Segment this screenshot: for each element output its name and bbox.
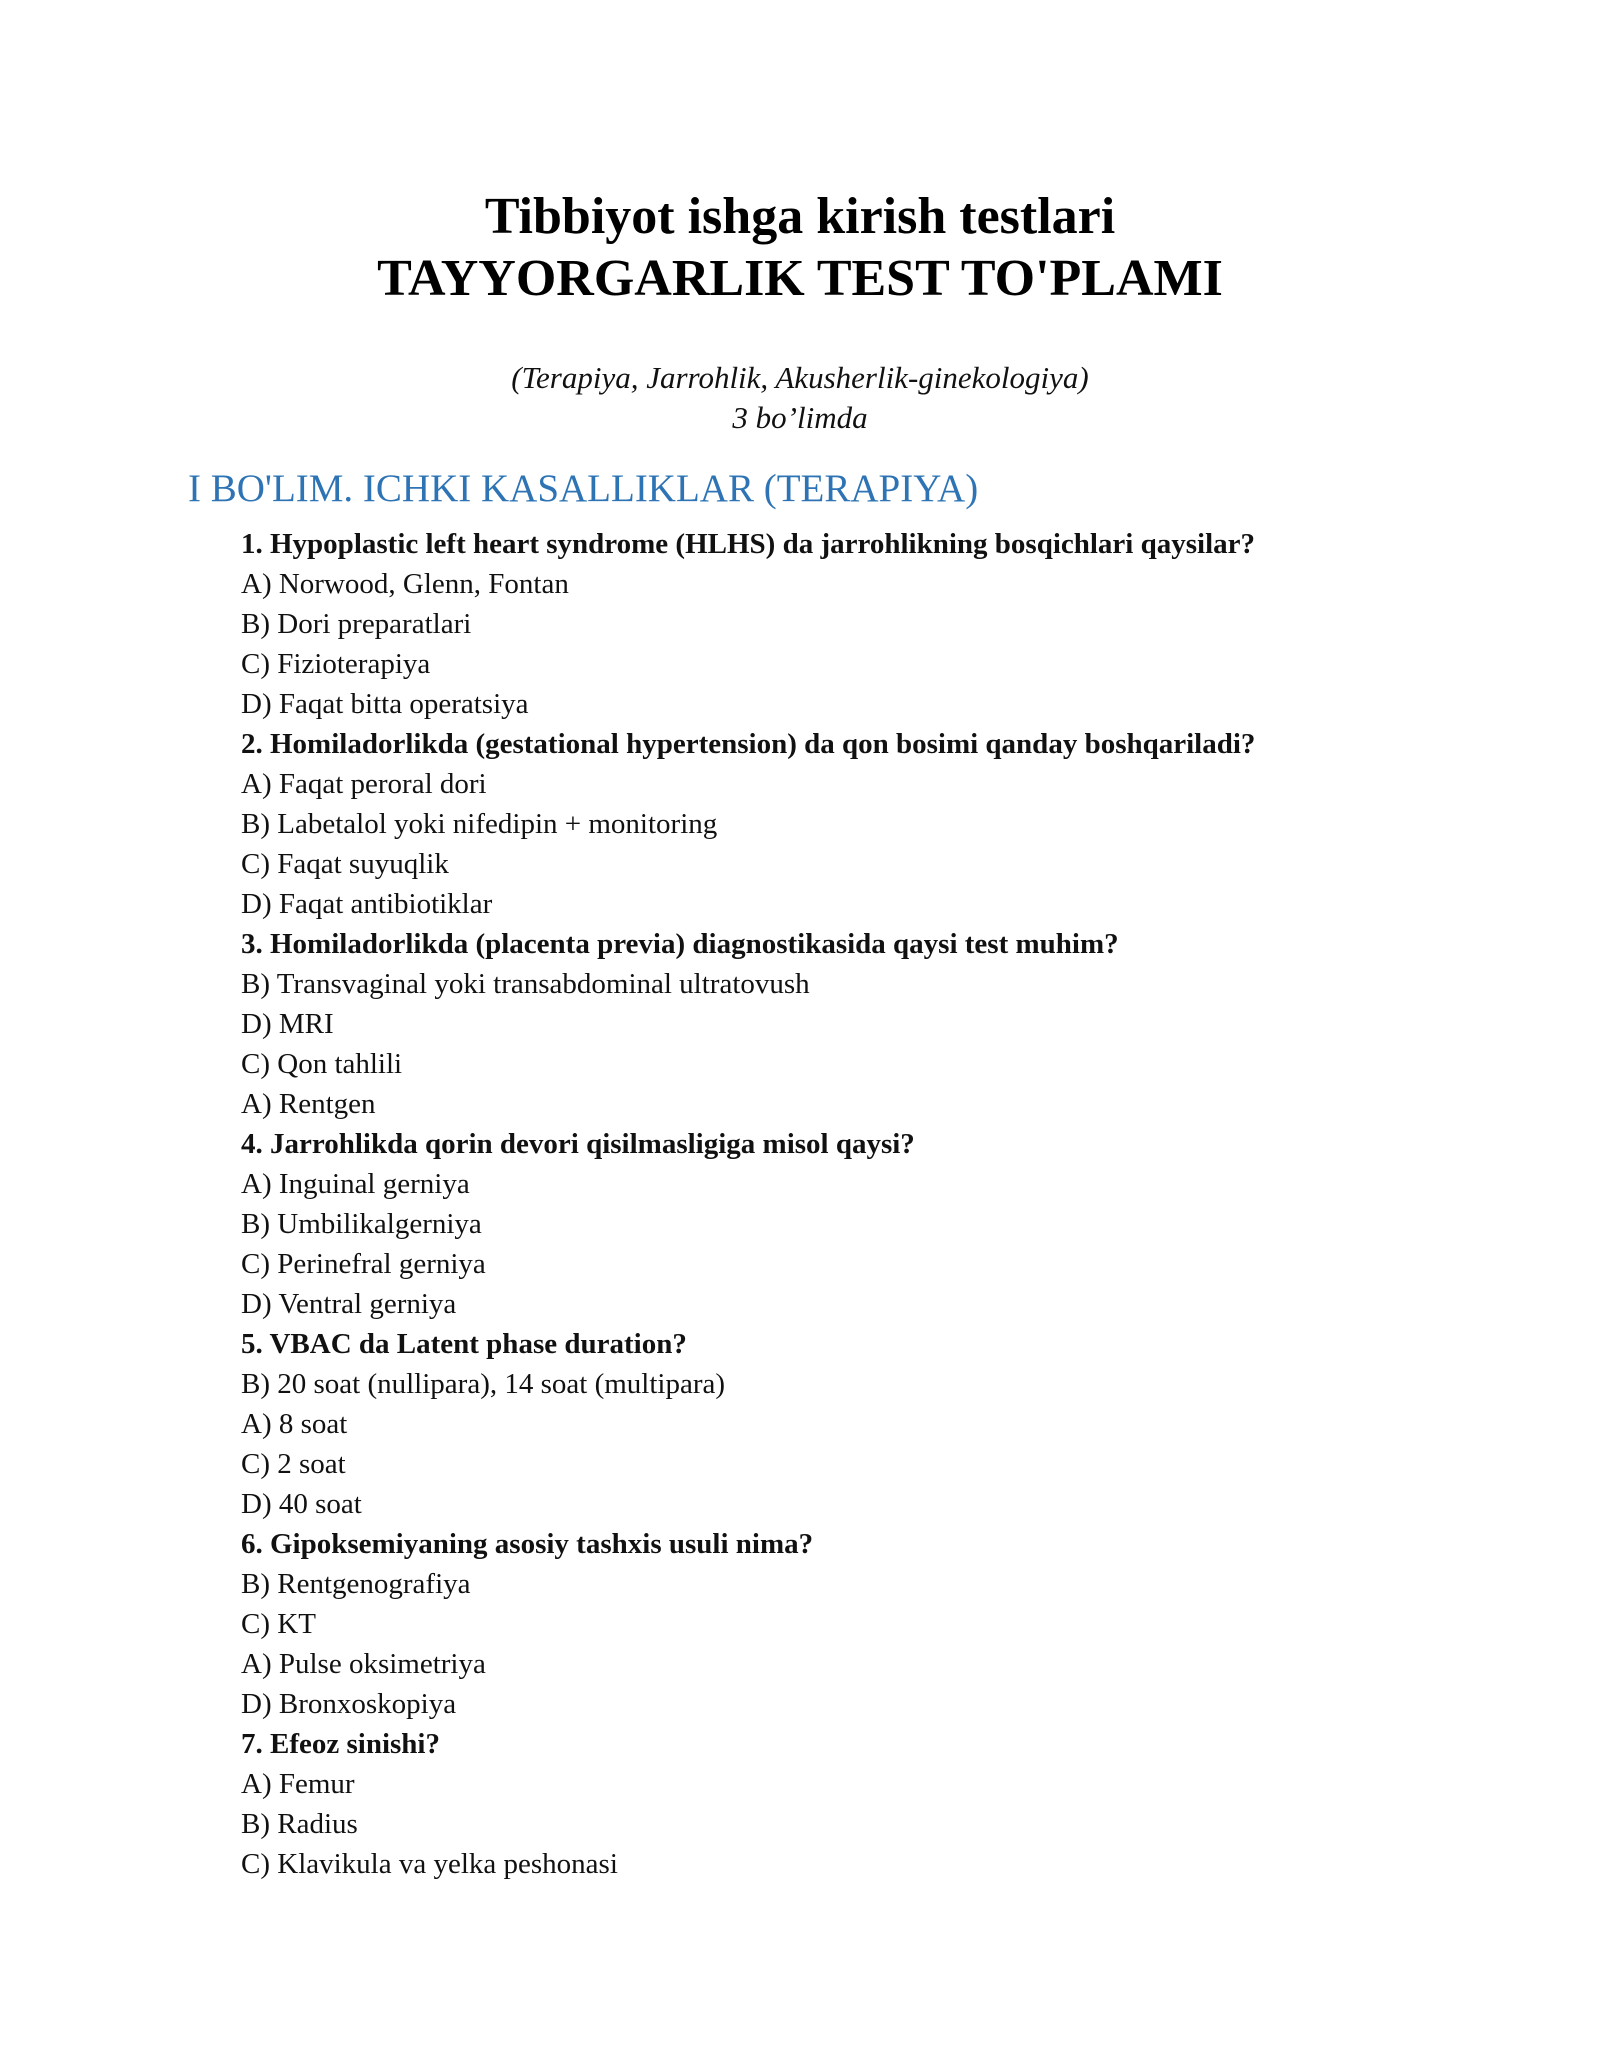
question-text: 5. VBAC da Latent phase duration? xyxy=(241,1328,687,1360)
answer-option: B) 20 soat (nullipara), 14 soat (multipara) xyxy=(241,1368,726,1400)
answer-option: A) Pulse oksimetriya xyxy=(241,1648,486,1680)
answer-option: D) Faqat antibiotiklar xyxy=(241,888,493,920)
answer-option: A) Rentgen xyxy=(241,1088,376,1120)
answer-option: C) Faqat suyuqlik xyxy=(241,848,449,880)
answer-option: B) Umbilikalgerniya xyxy=(241,1208,482,1240)
answer-option: C) Fizioterapiya xyxy=(241,648,431,680)
answer-option: B) Transvaginal yoki transabdominal ultratovush xyxy=(241,968,810,1000)
question-block xyxy=(241,1324,1441,1524)
answer-option: D) Bronxoskopiya xyxy=(241,1688,457,1720)
answer-option: A) Norwood, Glenn, Fontan xyxy=(241,568,569,600)
title-block xyxy=(0,186,1600,310)
question-block xyxy=(241,1124,1441,1324)
section-count: 3 bo’limda xyxy=(732,400,868,435)
section-heading: I BO'LIM. ICHKI KASALLIKLAR (TERAPIYA) xyxy=(188,467,979,510)
document-title-secondary: TAYYORGARLIK TEST TO'PLAMI xyxy=(377,250,1223,307)
answer-option: A) Faqat peroral dori xyxy=(241,768,487,800)
answer-option: A) Inguinal gerniya xyxy=(241,1168,470,1200)
answer-option: A) 8 soat xyxy=(241,1408,348,1440)
question-text: 3. Homiladorlikda (placenta previa) diagnostikasida qaysi test muhim? xyxy=(241,928,1119,960)
question-block xyxy=(241,524,1441,724)
answer-option: B) Rentgenografiya xyxy=(241,1568,471,1600)
question-block xyxy=(241,924,1441,1124)
answer-option: C) 2 soat xyxy=(241,1448,346,1480)
answer-option: B) Labetalol yoki nifedipin + monitoring xyxy=(241,808,718,840)
answer-option: C) Perinefral gerniya xyxy=(241,1248,486,1280)
answer-option: C) Qon tahlili xyxy=(241,1048,403,1080)
document-subtitle: (Terapiya, Jarrohlik, Akusherlik-ginekologiya) xyxy=(511,360,1089,395)
answer-option: A) Femur xyxy=(241,1768,355,1800)
answer-option: C) Klavikula va yelka peshonasi xyxy=(241,1848,618,1880)
answer-option: D) Ventral gerniya xyxy=(241,1288,457,1320)
question-text: 2. Homiladorlikda (gestational hypertension) da qon bosimi qanday boshqariladi? xyxy=(241,728,1256,760)
question-block xyxy=(241,1724,1441,1884)
question-block xyxy=(241,724,1441,924)
answer-option: D) Faqat bitta operatsiya xyxy=(241,688,529,720)
subtitle-block xyxy=(0,358,1600,438)
question-text: 1. Hypoplastic left heart syndrome (HLHS) da jarrohlikning bosqichlari qaysilar? xyxy=(241,528,1256,560)
question-text: 7. Efeoz sinishi? xyxy=(241,1728,440,1760)
question-text: 4. Jarrohlikda qorin devori qisilmasligiga misol qaysi? xyxy=(241,1128,915,1160)
answer-option: D) 40 soat xyxy=(241,1488,362,1520)
question-block xyxy=(241,1524,1441,1724)
answer-option: B) Dori preparatlari xyxy=(241,608,472,640)
answer-option: C) KT xyxy=(241,1608,316,1640)
question-text: 6. Gipoksemiyaning asosiy tashxis usuli nima? xyxy=(241,1528,814,1560)
answer-option: D) MRI xyxy=(241,1008,334,1040)
answer-option: B) Radius xyxy=(241,1808,358,1840)
question-list xyxy=(241,524,1441,1884)
document-title: Tibbiyot ishga kirish testlari xyxy=(484,188,1116,245)
